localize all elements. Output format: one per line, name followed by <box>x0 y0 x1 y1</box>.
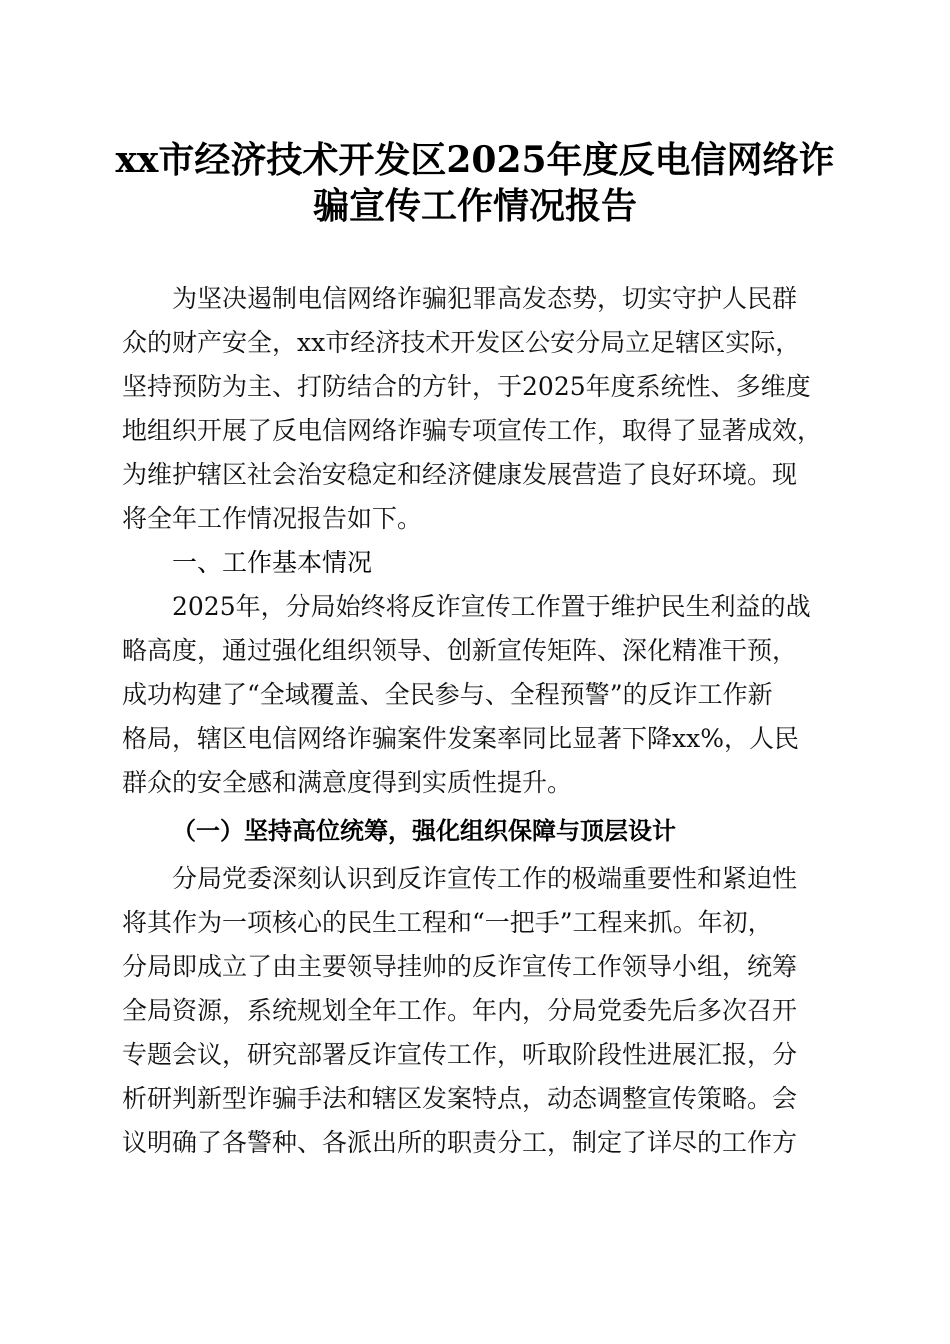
section1-line-1: 2025年，分局始终将反诈宣传工作置于维护民生利益的战 <box>172 592 811 621</box>
section1-line-4: 格局，辖区电信网络诈骗案件发案率同比显著下降xx%，人民 <box>122 724 799 753</box>
intro-line-4: 地组织开展了反电信网络诈骗专项宣传工作，取得了显著成效， <box>122 416 823 445</box>
subsection1-line-7: 议明确了各警种、各派出所的职责分工，制定了详尽的工作方 <box>122 1128 798 1157</box>
section1-line-5: 群众的安全感和满意度得到实质性提升。 <box>122 768 573 797</box>
subsection1-line-5: 专题会议，研究部署反诈宣传工作，听取阶段性进展汇报，分 <box>122 1040 798 1069</box>
intro-line-3: 坚持预防为主、打防结合的方针，于2025年度系统性、多维度 <box>122 372 811 401</box>
intro-line-2: 众的财产安全，xx市经济技术开发区公安分局立足辖区实际， <box>122 328 801 357</box>
intro-line-1: 为坚决遏制电信网络诈骗犯罪高发态势，切实守护人民群 <box>172 284 798 313</box>
subsection1-line-4: 全局资源，系统规划全年工作。年内，分局党委先后多次召开 <box>122 996 798 1025</box>
section-heading-1: 一、工作基本情况 <box>172 548 373 577</box>
section1-line-3: 成功构建了“全域覆盖、全民参与、全程预警”的反诈工作新 <box>122 680 773 709</box>
document-title-line-1: xx市经济技术开发区2025年度反电信网络诈 <box>115 139 835 181</box>
section1-line-2: 略高度，通过强化组织领导、创新宣传矩阵、深化精准干预， <box>122 636 798 665</box>
subsection1-line-1: 分局党委深刻认识到反诈宣传工作的极端重要性和紧迫性 <box>172 864 798 893</box>
subsection1-line-3: 分局即成立了由主要领导挂帅的反诈宣传工作领导小组，统筹 <box>122 952 798 981</box>
intro-line-5: 为维护辖区社会治安稳定和经济健康发展营造了良好环境。现 <box>122 460 798 489</box>
intro-line-6: 将全年工作情况报告如下。 <box>122 504 423 533</box>
subsection1-line-2: 将其作为一项核心的民生工程和“一把手”工程来抓。年初， <box>122 908 773 937</box>
subsection1-line-6: 析研判新型诈骗手法和辖区发案特点，动态调整宣传策略。会 <box>122 1084 798 1113</box>
document-title-line-2: 骗宣传工作情况报告 <box>312 185 637 227</box>
subsection-heading-1: （一）坚持高位统筹，强化组织保障与顶层设计 <box>172 816 676 845</box>
